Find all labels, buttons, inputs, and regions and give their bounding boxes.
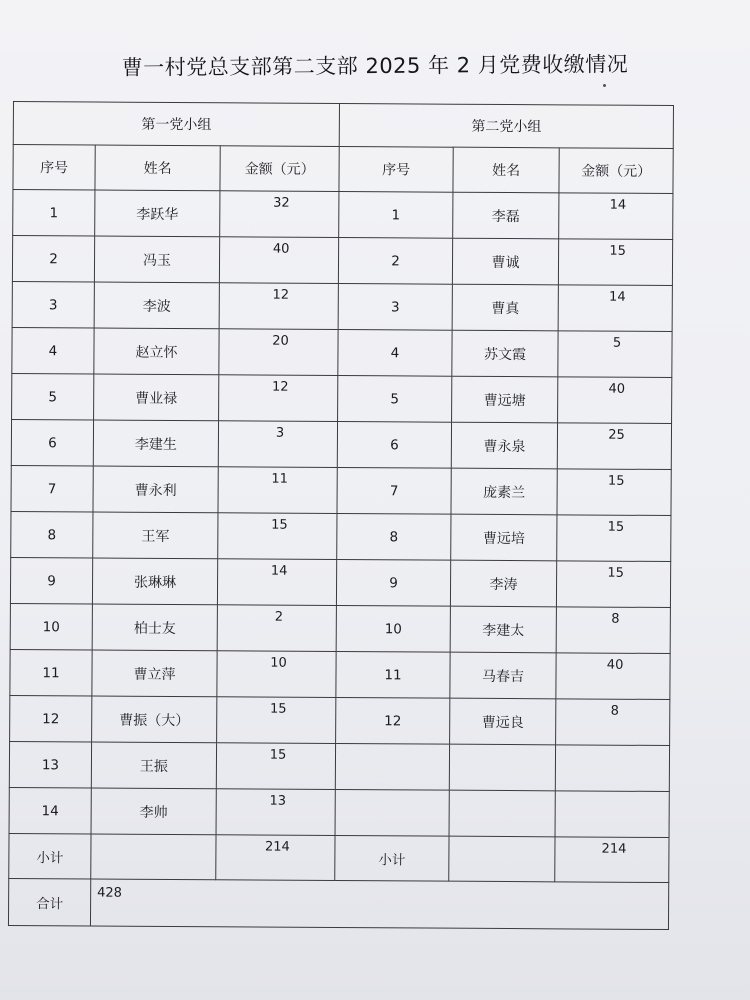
right-amount-cell (558, 285, 672, 332)
left-amount-cell-text: 3 (275, 425, 285, 441)
left-name-cell: 王军 (93, 512, 218, 559)
left-name-cell: 柏士友 (92, 604, 217, 651)
left-amount-cell-text: 15 (269, 747, 287, 763)
left-name-cell: 李跃华 (95, 190, 220, 237)
left-name-cell: 曹永利 (93, 466, 218, 513)
left-index-cell: 11 (10, 649, 92, 696)
left-amount-cell (220, 191, 339, 238)
subtotal-left-label: 小计 (9, 833, 91, 879)
table-row (11, 419, 671, 469)
left-index-cell: 12 (10, 695, 92, 742)
dues-table (8, 101, 674, 930)
right-amount-cell (555, 745, 669, 792)
right-name-cell: 曹真 (452, 284, 558, 331)
total-value: 428 (90, 879, 668, 930)
right-amount-cell (557, 469, 671, 516)
subtotal-right-value-text: 214 (601, 841, 627, 857)
right-index-cell: 6 (337, 421, 451, 468)
subtotal-right-value (555, 837, 669, 883)
left-amount-cell-text: 14 (270, 563, 288, 579)
header-left-index: 序号 (13, 145, 95, 191)
left-amount-cell (218, 513, 337, 560)
left-amount-cell-text: 11 (271, 471, 289, 487)
dues-table-container (8, 101, 673, 930)
left-index-cell: 13 (9, 741, 91, 788)
right-index-cell: 9 (336, 559, 450, 606)
right-name-cell: 李涛 (450, 560, 556, 607)
group-right-title: 第二党小组 (339, 103, 673, 148)
table-row (9, 787, 669, 837)
left-amount-cell-text: 15 (269, 701, 287, 717)
subtotal-left-value-text: 214 (264, 839, 290, 855)
right-index-cell: 5 (338, 375, 452, 422)
left-index-cell: 1 (13, 190, 95, 237)
right-name-cell: 曹永泉 (451, 422, 557, 469)
right-amount-cell-text: 15 (607, 473, 625, 489)
right-index-cell: 11 (336, 651, 450, 698)
ink-speck (603, 84, 606, 87)
right-amount-cell (556, 653, 670, 700)
left-amount-cell-text: 10 (270, 655, 287, 671)
left-amount-cell (216, 789, 335, 836)
table-row (10, 695, 670, 745)
right-amount-cell-text: 15 (609, 243, 626, 259)
right-index-cell: 4 (338, 329, 452, 376)
right-index-cell: 7 (337, 467, 451, 514)
total-row (8, 878, 668, 929)
right-amount-cell-text: 15 (607, 565, 624, 581)
right-index-cell: 1 (339, 191, 453, 238)
left-amount-cell (216, 743, 335, 790)
right-name-cell: 曹远培 (451, 514, 557, 561)
right-amount-cell (558, 331, 672, 378)
right-amount-cell (558, 239, 672, 286)
document-title: 曹一村党总支部第二支部 2025 年 2 月党费收缴情况 (121, 52, 629, 80)
column-header-row (13, 145, 673, 194)
right-index-cell: 10 (336, 605, 450, 652)
right-amount-cell-text: 8 (611, 611, 620, 627)
right-amount-cell (558, 377, 672, 424)
left-name-cell: 赵立怀 (94, 328, 219, 375)
subtotal-right-empty (449, 836, 555, 882)
table-row (12, 236, 672, 286)
left-amount-cell-text: 13 (269, 793, 287, 809)
left-index-cell: 2 (12, 236, 94, 283)
right-amount-cell (556, 607, 670, 654)
left-name-cell: 李建生 (93, 420, 218, 467)
left-name-cell: 张琳琳 (92, 558, 217, 605)
right-name-cell: 庞素兰 (451, 468, 557, 515)
left-amount-cell (219, 375, 338, 422)
left-amount-cell-text: 2 (274, 609, 284, 625)
table-row (11, 465, 671, 515)
left-index-cell: 6 (11, 419, 93, 466)
table-row (10, 603, 670, 653)
left-index-cell: 3 (12, 281, 94, 328)
left-index-cell: 5 (12, 373, 94, 420)
header-right-amount: 金额（元） (559, 148, 673, 194)
header-left-amount: 金额（元） (220, 146, 339, 192)
left-index-cell: 7 (11, 465, 93, 512)
left-name-cell: 李波 (94, 282, 219, 329)
left-amount-cell-text: 15 (271, 517, 288, 533)
right-name-cell: 曹远良 (450, 698, 556, 745)
right-index-cell (335, 743, 449, 790)
left-amount-cell-text: 12 (272, 287, 290, 303)
left-index-cell: 8 (11, 511, 93, 558)
left-name-cell: 曹业禄 (94, 374, 219, 421)
right-amount-cell-text: 14 (609, 197, 627, 213)
left-amount-cell-text: 40 (272, 241, 290, 257)
right-name-cell: 马春吉 (450, 652, 556, 699)
left-name-cell: 王振 (91, 742, 216, 789)
right-amount-cell-text: 40 (608, 381, 626, 397)
right-amount-cell (555, 791, 669, 838)
table-row (11, 511, 671, 561)
right-index-cell: 2 (338, 237, 452, 284)
subtotal-row (9, 833, 669, 882)
left-amount-cell-text: 32 (273, 195, 290, 211)
left-amount-cell-text: 20 (272, 333, 289, 349)
left-index-cell: 10 (10, 603, 92, 650)
left-index-cell: 14 (9, 787, 91, 834)
right-name-cell: 曹远塘 (452, 376, 558, 423)
table-row (13, 190, 673, 240)
left-index-cell: 4 (12, 327, 94, 374)
left-amount-cell (217, 651, 336, 698)
right-name-cell: 李磊 (453, 192, 559, 239)
table-row (10, 557, 670, 607)
left-amount-cell (217, 559, 336, 606)
right-amount-cell-text: 25 (608, 427, 625, 443)
left-name-cell: 冯玉 (94, 236, 219, 283)
right-index-cell: 12 (336, 697, 450, 744)
total-label: 合计 (8, 878, 90, 926)
subtotal-left-value (216, 835, 335, 881)
header-right-index: 序号 (339, 146, 453, 192)
right-name-cell (449, 744, 555, 791)
right-amount-cell-text: 5 (612, 335, 622, 351)
table-row (9, 741, 669, 791)
group-left-title: 第一党小组 (13, 102, 339, 147)
subtotal-left-empty (91, 834, 216, 880)
right-name-cell: 曹诚 (452, 238, 558, 285)
table-row (12, 327, 672, 377)
header-left-name: 姓名 (95, 145, 220, 191)
right-name-cell: 苏文霞 (452, 330, 558, 377)
right-amount-cell (559, 193, 673, 240)
right-name-cell: 李建太 (450, 606, 556, 653)
right-amount-cell (556, 561, 670, 608)
right-index-cell: 8 (337, 513, 451, 560)
left-amount-cell (217, 697, 336, 744)
left-index-cell: 9 (10, 557, 92, 604)
right-amount-cell (557, 423, 671, 470)
left-amount-cell-text: 12 (271, 379, 289, 395)
left-amount-cell (219, 329, 338, 376)
right-amount-cell (556, 699, 670, 746)
header-right-name: 姓名 (453, 147, 559, 193)
right-name-cell (449, 790, 555, 837)
left-amount-cell (219, 237, 338, 284)
right-amount-cell-text: 15 (607, 519, 625, 535)
left-name-cell: 李帅 (91, 788, 216, 835)
right-amount-cell (557, 515, 671, 562)
table-row (12, 281, 672, 331)
right-amount-cell-text: 8 (610, 703, 620, 719)
subtotal-right-label: 小计 (335, 835, 449, 881)
left-amount-cell (219, 283, 338, 330)
left-name-cell: 曹振（大） (92, 696, 217, 743)
left-amount-cell (218, 421, 337, 468)
right-amount-cell-text: 40 (606, 657, 624, 673)
left-name-cell: 曹立萍 (92, 650, 217, 697)
right-index-cell (335, 789, 449, 836)
left-amount-cell (217, 605, 336, 652)
table-row (12, 373, 672, 423)
right-amount-cell-text: 14 (609, 289, 626, 305)
right-index-cell: 3 (338, 283, 452, 330)
left-amount-cell (218, 467, 337, 514)
group-header-row (13, 102, 673, 149)
table-row (10, 649, 670, 699)
